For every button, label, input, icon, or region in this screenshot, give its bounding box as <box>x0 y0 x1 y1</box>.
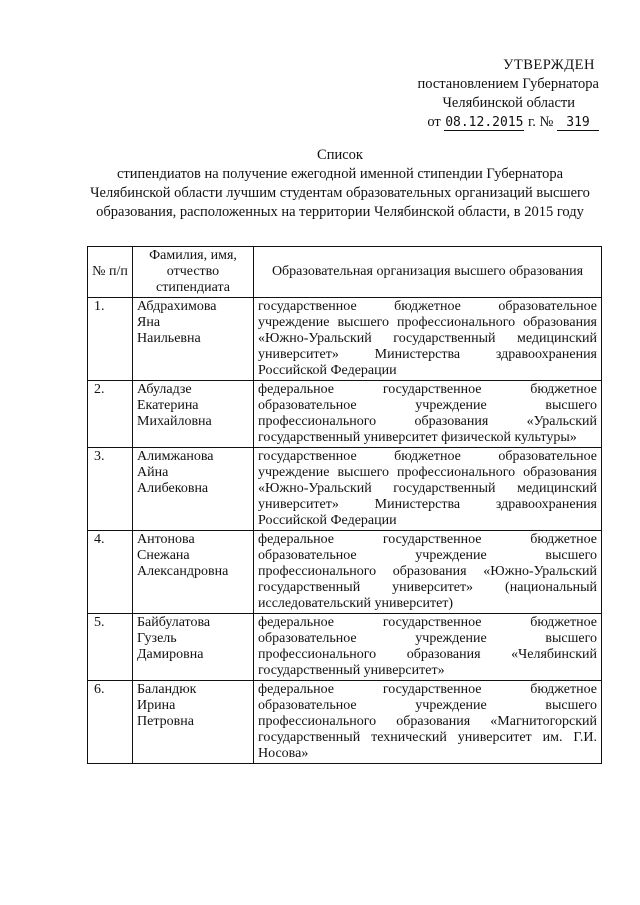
patronymic: Наильевна <box>137 331 201 346</box>
first-name: Снежана <box>137 548 190 563</box>
row-num: 6. <box>88 681 133 764</box>
approval-date: 08.12.2015 <box>445 115 524 130</box>
first-name: Яна <box>137 315 161 330</box>
table-header-row <box>88 247 602 298</box>
surname: Алимжанова <box>137 449 214 464</box>
row-name <box>133 614 254 681</box>
surname: Антонова <box>137 532 195 547</box>
row-num: 3. <box>88 448 133 531</box>
first-name: Ирина <box>137 698 176 713</box>
surname: Баландюк <box>137 682 197 697</box>
row-num: 1. <box>88 298 133 381</box>
row-name <box>133 298 254 381</box>
first-name: Айна <box>137 465 169 480</box>
row-name <box>133 531 254 614</box>
surname: Байбулатова <box>137 615 211 630</box>
table-row <box>88 614 602 681</box>
header-num: № п/п <box>88 247 133 298</box>
row-name <box>133 381 254 448</box>
patronymic: Петровна <box>137 714 194 729</box>
row-num: 5. <box>88 614 133 681</box>
row-org: федеральное государственное бюджетное образовательное учреждение высшего профессионального образования «Уральский государственный университет физической культуры» <box>254 381 602 448</box>
table-row <box>88 381 602 448</box>
row-org: федеральное государственное бюджетное образовательное учреждение высшего профессионального образования «Магнитогорский государственный технический университет им. Г.И. Носова» <box>254 681 602 764</box>
row-org: государственное бюджетное образовательное учреждение высшего профессионального образования «Южно-Уральский государственный медицинский университет» Министерства здравоохранения Российской Федерации <box>254 448 602 531</box>
header-org: Образовательная организация высшего образования <box>254 247 602 298</box>
table-row <box>88 681 602 764</box>
row-org: федеральное государственное бюджетное образовательное учреждение высшего профессионального образования «Южно-Уральский государственный университет» (национальный исследовательский университет) <box>254 531 602 614</box>
patronymic: Михайловна <box>137 414 212 429</box>
row-name <box>133 448 254 531</box>
row-org: федеральное государственное бюджетное образовательное учреждение высшего профессионального образования «Челябинский государственный университет» <box>254 614 602 681</box>
patronymic: Алибековна <box>137 481 209 496</box>
row-num: 2. <box>88 381 133 448</box>
surname: Абдрахимова <box>137 299 217 314</box>
table-row <box>88 448 602 531</box>
patronymic: Александровна <box>137 564 229 579</box>
approval-number: 319 <box>557 115 599 131</box>
patronymic: Дамировна <box>137 647 204 662</box>
heading-subtitle: стипендиатов на получение ежегодной именной стипендии Губернатора Челябинской области лучшим студентам образовательных организаций высшего образования, расположенных на территории Челябинской области, в 2015 году <box>90 166 590 220</box>
document-heading <box>90 146 590 222</box>
row-num: 4. <box>88 531 133 614</box>
first-name: Гузель <box>137 631 177 646</box>
approval-block <box>395 56 605 132</box>
row-org: государственное бюджетное образовательное учреждение высшего профессионального образования «Южно-Уральский государственный медицинский университет» Министерства здравоохранения Российской Федерации <box>254 298 602 381</box>
table-row <box>88 531 602 614</box>
approval-line-2: Челябинской области <box>442 95 575 111</box>
surname: Абуладзе <box>137 382 192 397</box>
date-prefix: от <box>427 114 441 130</box>
row-name <box>133 681 254 764</box>
scholarship-table <box>87 246 602 764</box>
header-name: Фамилия, имя, отчество стипендиата <box>133 247 254 298</box>
year-suffix: г. № <box>527 114 554 130</box>
approval-line-1: постановлением Губернатора <box>417 76 599 92</box>
approval-date-line <box>395 113 605 132</box>
first-name: Екатерина <box>137 398 199 413</box>
approval-title: УТВЕРЖДЕН <box>503 57 595 73</box>
heading-title: Список <box>317 147 363 163</box>
table-row <box>88 298 602 381</box>
